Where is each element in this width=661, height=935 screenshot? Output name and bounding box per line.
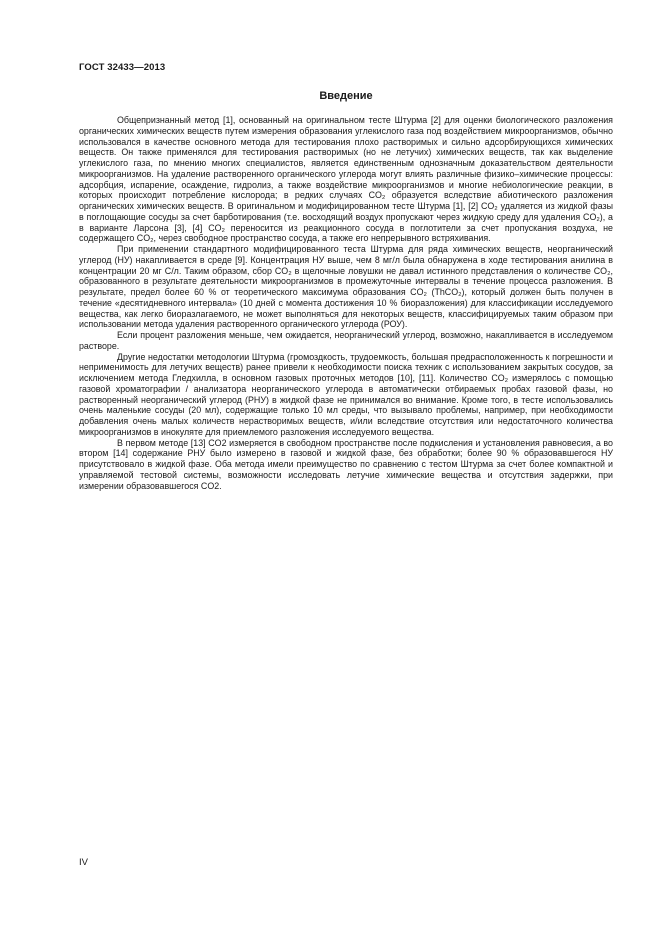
section-title: Введение <box>319 90 373 102</box>
standard-code-header: ГОСТ 32433—2013 <box>79 62 166 73</box>
body-text <box>79 115 613 491</box>
paragraph: Общепризнанный метод [1], основанный на оригинальном тесте Штурма [2] для оценки биологического разложения органических химических веществ путем измерения образования углекислого газа под воздействием микроорганизмов, обычно использовался в качестве основного метода для тестирования плохо растворимых и сильно адсорбирующихся химических веществ. Он также применялся для тестирования растворимых (но не летучих) химических веществ, так как выделение углекислого газа, по мнению многих специалистов, является единственным однозначным доказательством деятельности микроорганизмов. На удаление растворенного органического углерода могут влиять различные физико–химические процессы: адсорбция, испарение, осаждение, гидролиз, а также воздействие микроорганизмов и многие небиологические реакции, в которых происходит потребление кислорода; в редких случаях CO₂ образуется вследствие абиотического разложения органических химических веществ. В оригинальном и модифицированном тесте Штурма [1], [2] CO₂ удаляется из жидкой фазы в поглощающие сосуды за счет барботирования (т.е. восходящий воздух пропускают через жидкую среду для удаления CO₂), а в варианте Ларсона [3], [4] CO₂ переносится из реакционного сосуда в поглотители за счет пропускания воздуха, не содержащего CO₂, через свободное пространство сосуда, а также его непрерывного встряхивания. <box>79 115 613 244</box>
paragraph: Если процент разложения меньше, чем ожидается, неорганический углерод, возможно, накапливается в исследуемом растворе. <box>79 330 613 351</box>
paragraph: В первом методе [13] CO2 измеряется в свободном пространстве после подкисления и установления равновесия, а во втором [14] содержание РНУ было измерено в газовой и жидкой фазе, без обработки; более 90 % образовавшегося НУ присутствовало в жидкой фазе. Оба метода имели преимущество по сравнению с тестом Штурма за счет более компактной и управляемой тестовой системы, возможности исследовать летучие химические вещества и отсутствия задержки, при измерении образовавшегося CO2. <box>79 437 613 491</box>
paragraph: При применении стандартного модифицированного теста Штурма для ряда химических веществ, неорганический углерод (НУ) накапливается в среде [9]. Концентрация НУ выше, чем 8 мг/л была обнаружена в ходе тестирования анилина в концентрации 20 мг С/л. Таким образом, сбор CO₂ в щелочные ловушки не давал истинного представления о количестве CO₂, образованного в результате деятельности микроорганизмов в промежуточные интервалы в течение процесса разложения. В результате, предел более 60 % от теоретического максимума образования CO₂ (ThCO₂), который должен быть получен в течение «десятидневного интервала» (10 дней с момента достижения 10 % биоразложения) для классификации исследуемого вещества, как легко биоразлагаемого, не может выполняться для некоторых веществ, классифицируемых таким образом при использовании метода удаления растворенного органического углерода (РОУ). <box>79 244 613 330</box>
paragraph: Другие недостатки методологии Штурма (громоздкость, трудоемкость, большая предрасположенность к погрешности и неприменимость для летучих веществ) ранее привели к необходимости поиска техник с использованием закрытых сосудов, за исключением метода Гледхилла, в основном газовых проточных методов [10], [11]. Количество CO₂ измерялось с помощью газовой хроматографии / анализатора неорганического углерода в автоматически отбираемых пробах газовой фазы, но растворенный неорганический углерод (РНУ) в жидкой фазе не принимался во внимание. Кроме того, в тесте использовались очень маленькие сосуды (20 мл), содержащие только 10 мл среды, что вызывало проблемы, например, при необходимости добавления очень малых количеств нерастворимых веществ, и/или вследствие отсутствия или недостаточного количества микроорганизмов в инокуляте для приемлемого разложения исследуемого вещества. <box>79 351 613 437</box>
page-number: IV <box>79 857 88 868</box>
